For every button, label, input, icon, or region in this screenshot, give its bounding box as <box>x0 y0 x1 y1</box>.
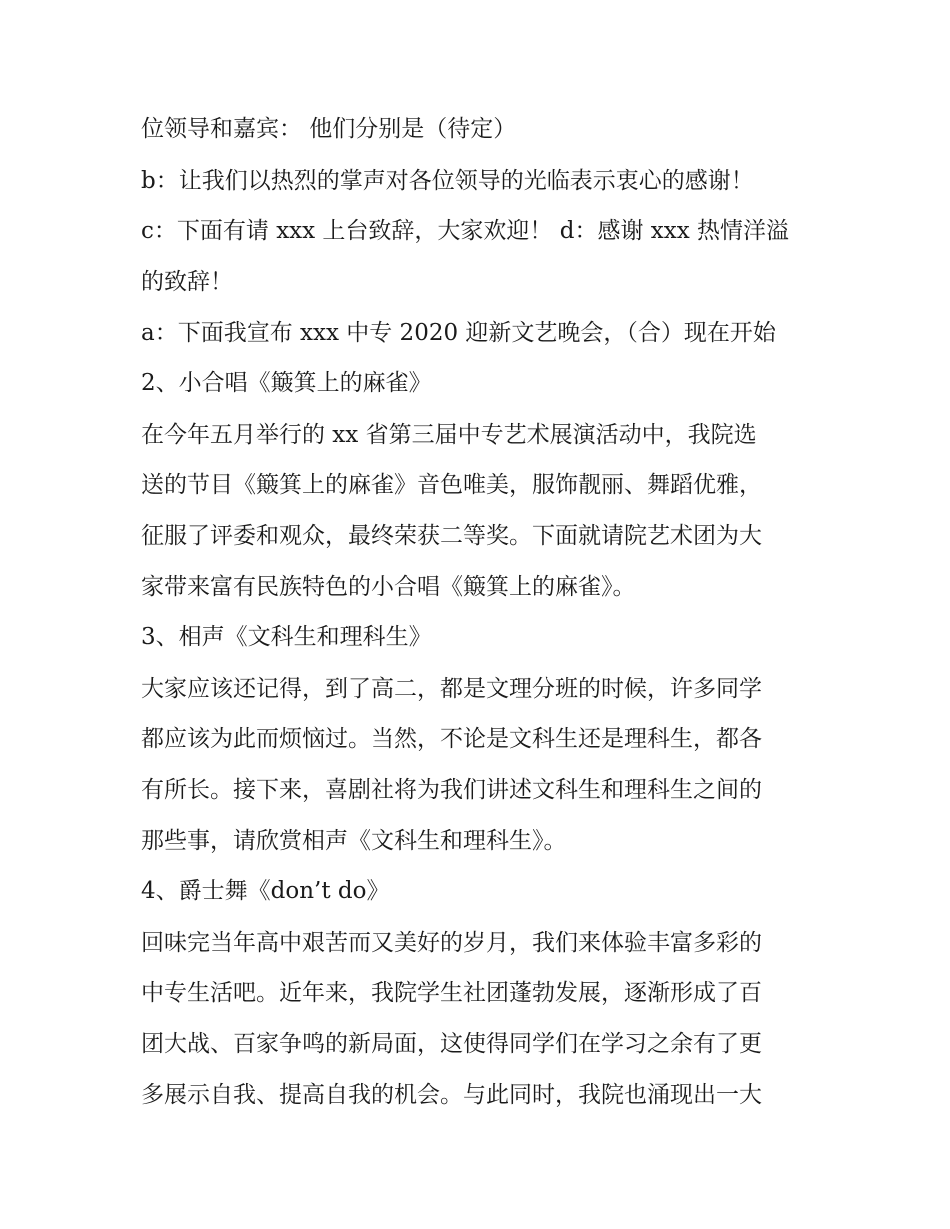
text-line: c：下面有请 xxx 上台致辞，大家欢迎！ d：感谢 xxx 热情洋溢 <box>141 218 789 244</box>
text-line: 的致辞！ <box>141 269 233 295</box>
text-line: 中专生活吧。近年来，我院学生社团蓬勃发展，逐渐形成了百 <box>141 980 762 1006</box>
text-line: 大家应该还记得，到了高二，都是文理分班的时候，许多同学 <box>141 676 762 702</box>
text-line: 那些事，请欣赏相声《文科生和理科生》。 <box>141 828 567 854</box>
text-line: 送的节目《簸箕上的麻雀》音色唯美，服饰靓丽、舞蹈优雅， <box>141 472 762 498</box>
text-line: 都应该为此而烦恼过。当然，不论是文科生还是理科生，都各 <box>141 726 762 752</box>
text-line: 家带来富有民族特色的小合唱《簸箕上的麻雀》。 <box>141 574 636 600</box>
text-line: 有所长。接下来，喜剧社将为我们讲述文科生和理科生之间的 <box>141 777 762 803</box>
text-line: b：让我们以热烈的掌声对各位领导的光临表示衷心的感谢！ <box>141 168 754 194</box>
text-line: a：下面我宣布 xxx 中专 2020 迎新文艺晚会，（合）现在开始 <box>141 320 776 346</box>
text-line: 在今年五月举行的 xx 省第三届中专艺术展演活动中，我院选 <box>141 422 757 448</box>
section-heading: 4、爵士舞《don’t do》 <box>141 878 390 904</box>
section-heading: 3、相声《文科生和理科生》 <box>141 624 432 650</box>
text-line: 团大战、百家争鸣的新局面，这使得同学们在学习之余有了更 <box>141 1031 762 1057</box>
text-line: 多展示自我、提高自我的机会。与此同时，我院也涌现出一大 <box>141 1082 762 1108</box>
text-line: 征服了评委和观众，最终荣获二等奖。下面就请院艺术团为大 <box>141 523 762 549</box>
text-line: 回味完当年高中艰苦而又美好的岁月，我们来体验丰富多彩的 <box>141 930 762 956</box>
text-line: 位领导和嘉宾： 他们分别是（待定） <box>141 116 517 142</box>
section-heading: 2、小合唱《簸箕上的麻雀》 <box>141 370 432 396</box>
